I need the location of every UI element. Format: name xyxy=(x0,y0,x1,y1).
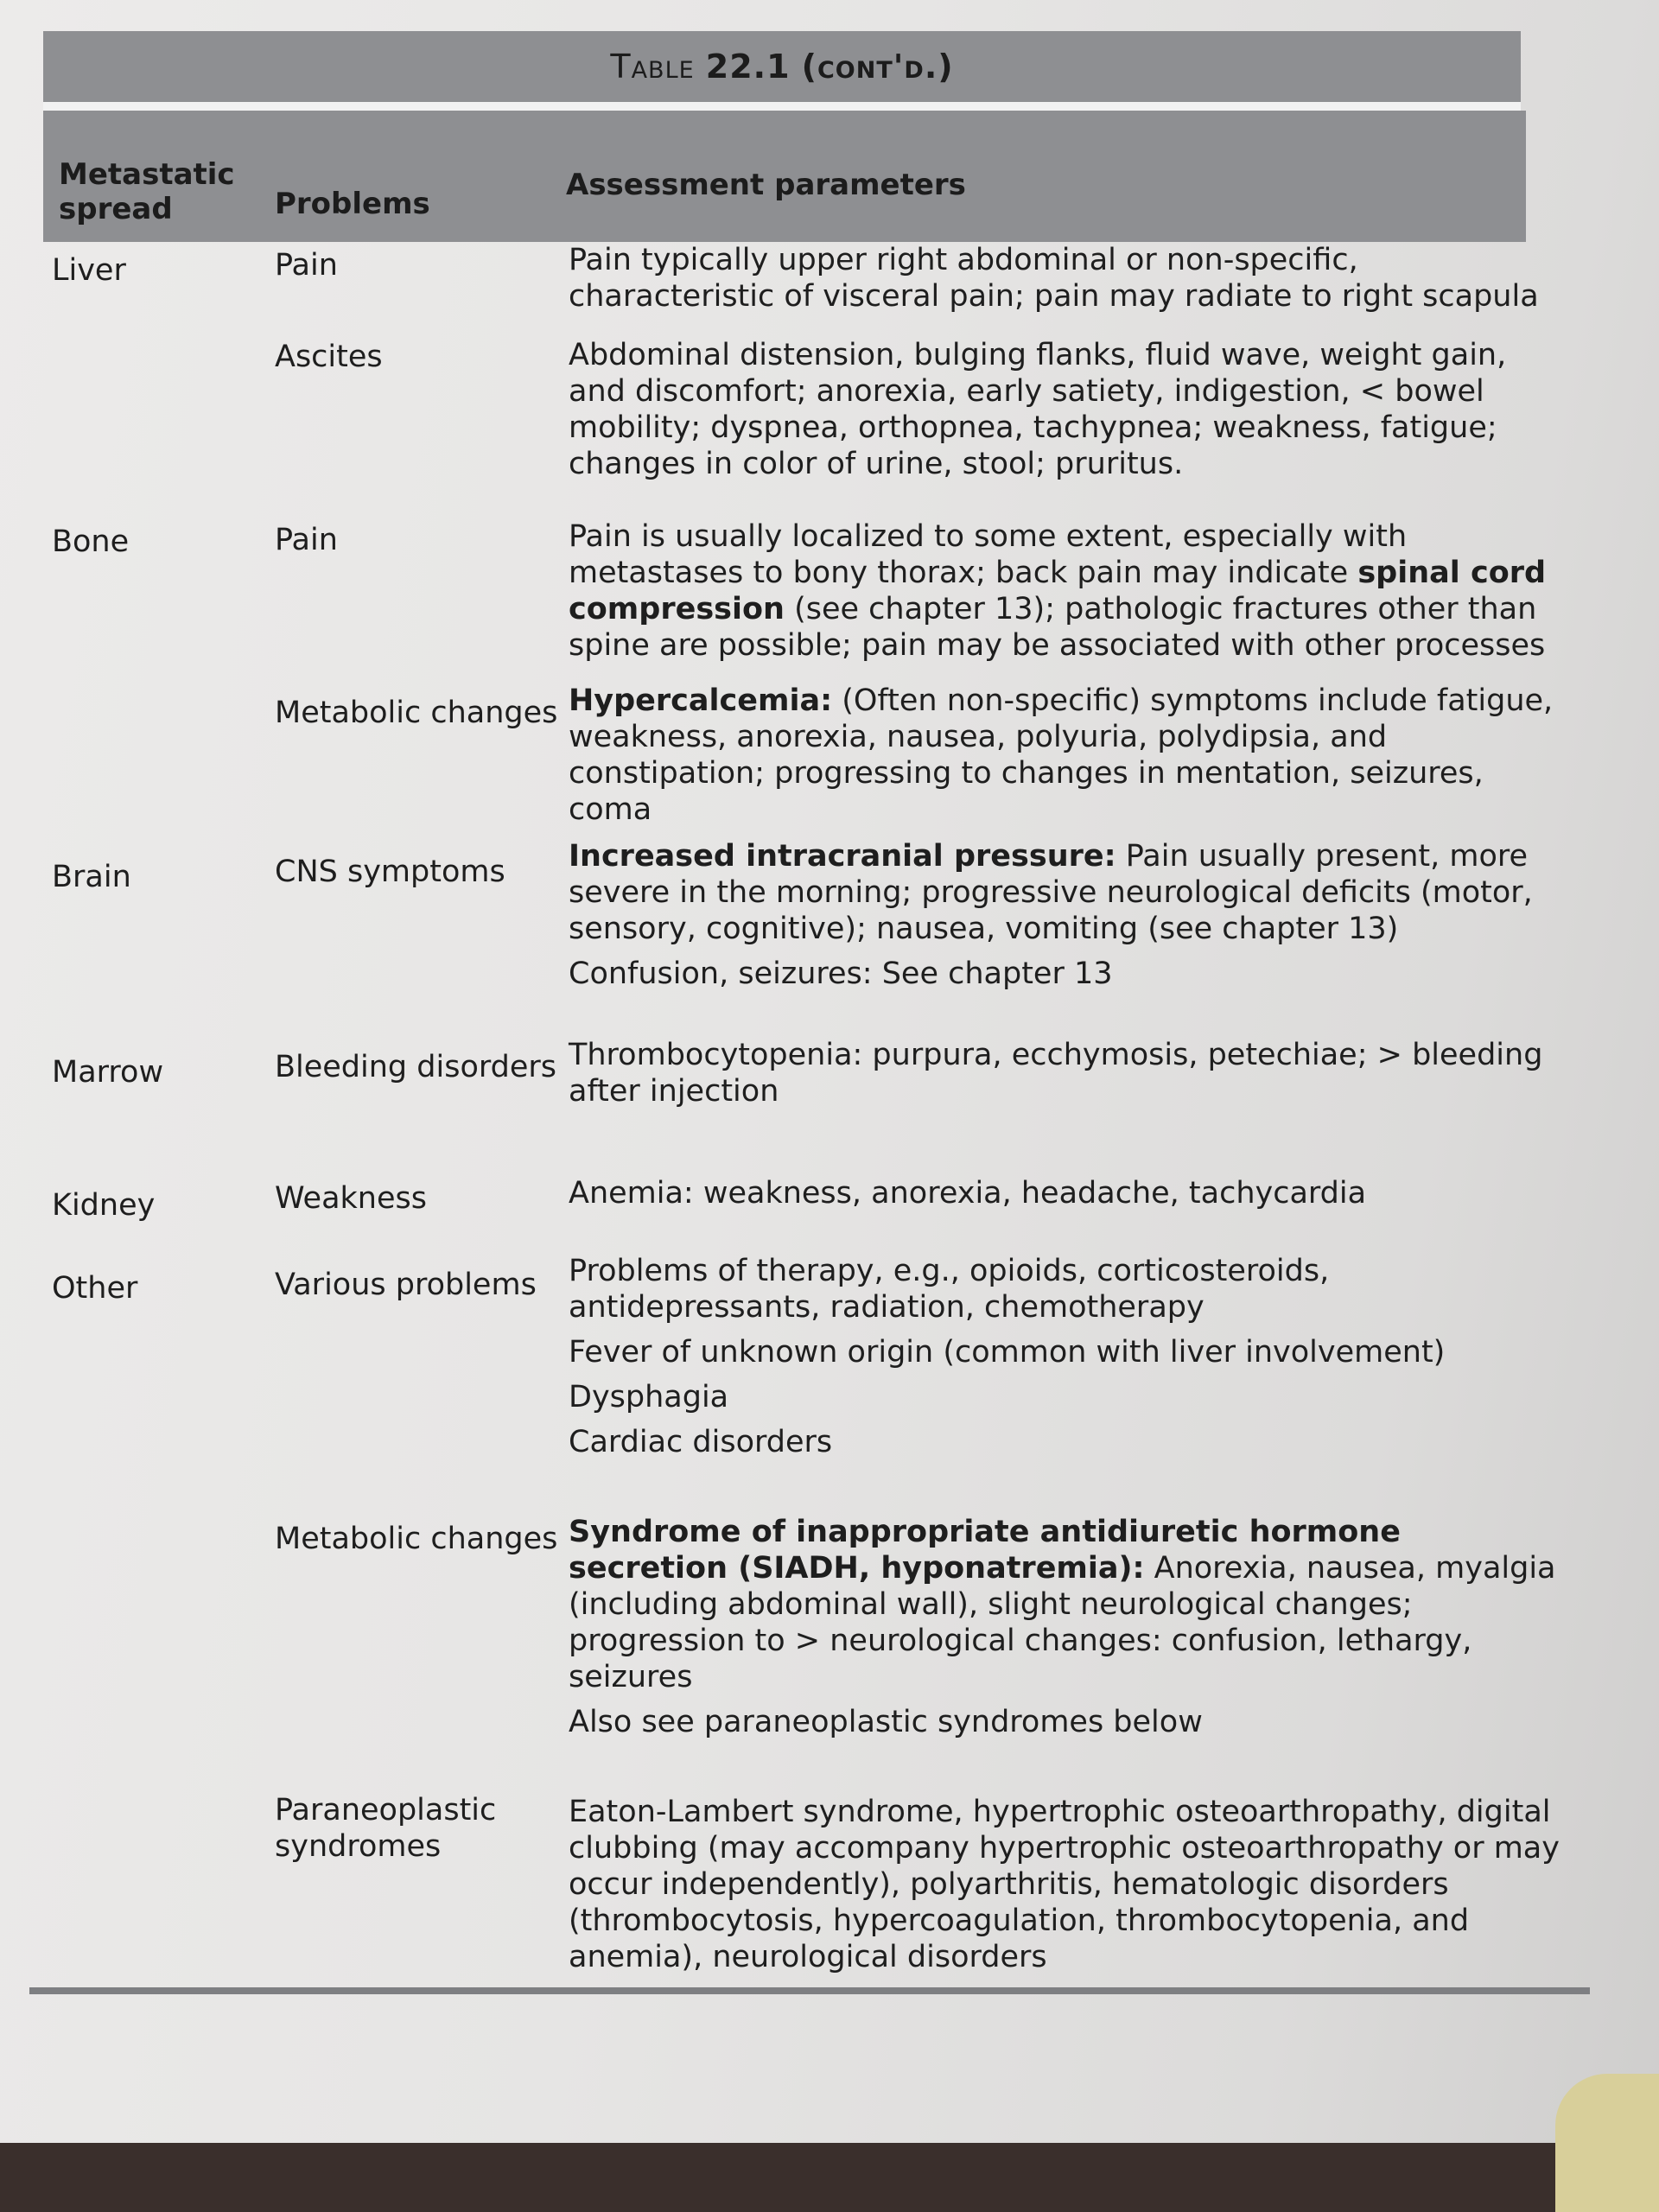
cell-spread: Brain xyxy=(52,860,131,894)
cell-assessment xyxy=(569,1037,1562,1118)
assessment-text: Cardiac disorders xyxy=(569,1425,833,1459)
cell-problem: Metabolic changes xyxy=(275,696,558,730)
table-title-prefix: Table xyxy=(610,48,695,86)
thumb-shadow xyxy=(1555,2074,1659,2212)
table-header xyxy=(43,111,1526,242)
header-metastatic-spread: Metastatic spread xyxy=(59,157,235,226)
cell-problem: CNS symptoms xyxy=(275,855,505,889)
assessment-text: Syndrome of inappropriate antidiuretic hormone secretion (SIADH, hyponatremia): Anorexia, nausea, myalgia (including abdominal wall), slight neurological changes; progression to > neurological changes: confusion, lethargy, seizures xyxy=(569,1515,1556,1694)
cell-problem: Bleeding disorders xyxy=(275,1050,557,1084)
cell-spread: Other xyxy=(52,1271,138,1306)
assessment-text: Pain is usually localized to some extent, especially with metastases to bony thorax; back pain may indicate spinal cord compression (see chapter 13); pathologic fractures other than spine are possible; pain may be associated with other processes xyxy=(569,519,1547,663)
table-body xyxy=(43,242,1581,1974)
cell-spread: Liver xyxy=(52,253,126,288)
assessment-text: Increased intracranial pressure: Pain usually present, more severe in the morning; progressive neurological deficits (motor, sensory, cognitive); nausea, vomiting (see chapter 13) xyxy=(569,839,1533,946)
table-bottom-rule xyxy=(29,1987,1590,1994)
table-title xyxy=(43,31,1521,102)
cell-problem: Various problems xyxy=(275,1268,537,1302)
cell-assessment xyxy=(569,838,1562,1001)
table-title-number: 22.1 xyxy=(705,48,791,86)
assessment-text: Dysphagia xyxy=(569,1380,729,1414)
cell-problem: Ascites xyxy=(275,340,383,374)
cell-assessment xyxy=(569,242,1562,323)
cell-spread: Marrow xyxy=(52,1055,164,1090)
assessment-text: Problems of therapy, e.g., opioids, corticosteroids, antidepressants, radiation, chemotherapy xyxy=(569,1254,1330,1325)
cell-problem: Pain xyxy=(275,248,338,283)
assessment-text: Hypercalcemia: (Often non-specific) symptoms include fatigue, weakness, anorexia, nausea, polyuria, polydipsia, and constipation; progressing to changes in mentation, seizures, coma xyxy=(569,683,1554,827)
assessment-text: Thrombocytopenia: purpura, ecchymosis, petechiae; > bleeding after injection xyxy=(569,1038,1543,1109)
cell-problem: Metabolic changes xyxy=(275,1522,558,1556)
cell-assessment xyxy=(569,337,1562,491)
cell-spread: Kidney xyxy=(52,1188,156,1223)
cell-spread: Bone xyxy=(52,524,130,559)
cell-assessment xyxy=(569,1794,1562,1984)
cell-assessment xyxy=(569,1166,1562,1220)
assessment-text: Anemia: weakness, anorexia, headache, tachycardia xyxy=(569,1176,1367,1211)
header-assessment: Assessment parameters xyxy=(566,168,966,202)
cell-assessment xyxy=(569,518,1562,672)
assessment-text: Eaton-Lambert syndrome, hypertrophic osteoarthropathy, digital clubbing (may accompany hypertrophic osteoarthropathy or may occur independently), polyarthritis, hematologic disorders (thrombocytosis, hypercoagulation, thrombocytopenia, and anemia), neurological disorders xyxy=(569,1795,1560,1974)
cell-assessment xyxy=(569,1514,1562,1749)
assessment-text: Confusion, seizures: See chapter 13 xyxy=(569,957,1113,991)
assessment-text: Pain typically upper right abdominal or non-specific, characteristic of visceral pain; pain may radiate to right scapula xyxy=(569,243,1539,314)
cell-assessment xyxy=(569,683,1562,836)
cell-problem: Pain xyxy=(275,523,338,557)
table-title-suffix: (cont'd.) xyxy=(801,48,954,86)
assessment-text: Also see paraneoplastic syndromes below xyxy=(569,1705,1203,1739)
cell-problem: Weakness xyxy=(275,1181,427,1216)
title-divider xyxy=(43,102,1521,111)
assessment-text: Fever of unknown origin (common with liver involvement) xyxy=(569,1335,1446,1370)
cell-problem: Paraneoplastic syndromes xyxy=(275,1793,497,1864)
assessment-text: Abdominal distension, bulging flanks, fluid wave, weight gain, and discomfort; anorexia, early satiety, indigestion, < bowel mobility; dyspnea, orthopnea, tachypnea; weakness, fatigue; changes in color of urine, stool; pruritus. xyxy=(569,338,1507,481)
cell-assessment xyxy=(569,1253,1562,1469)
header-problems: Problems xyxy=(275,187,430,221)
